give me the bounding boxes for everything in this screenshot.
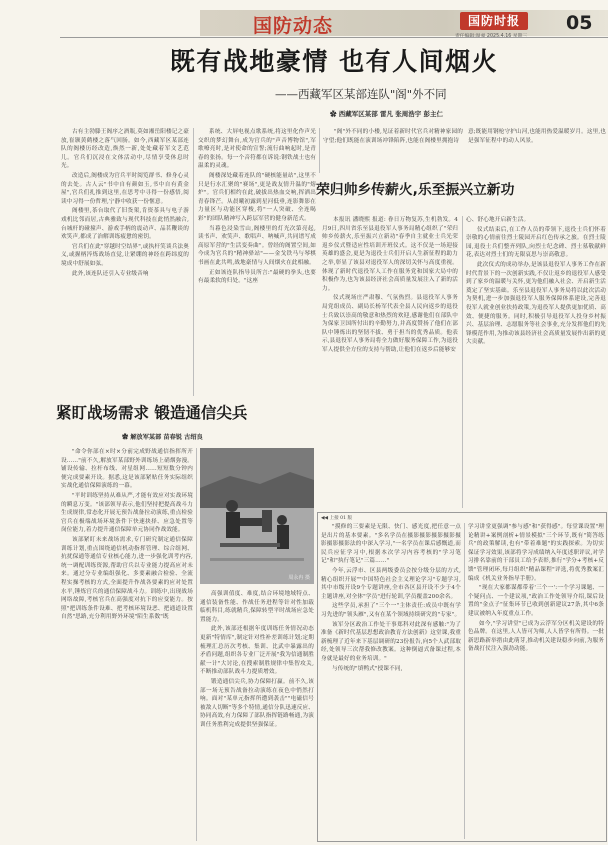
paragraph: 高强训值度、难度,结合环境地域特点、通信装备性能、作战任务进程等针对性加载临机科目,练就精兵,保障转型平时战场应急处置能力。 bbox=[200, 591, 314, 623]
paragraph: "摸修的三要素是无限、快门、感光度,把任意一点是出片的基本要素。"多名学员在摄影摄影摄影摄影摄影摄影摄影法的中深入学习,"一名学员在课后感慨道,而民兵应征学习中,根据本次学习内容考核的"学习笔记"和"执行笔记"三篇……" bbox=[321, 524, 461, 565]
main-article-column-3 bbox=[323, 128, 463, 174]
paragraph: 系统、大屏电视点歌系统,将这里化作声光交织的梦幻舞台,成为官兵的"声音博物馆",军歌嘹亮时,是对使命的宣誓;流行曲响起时,是青春的张扬。每一个音符都在诉说:钢铁战士也有温柔的灵魂。 bbox=[198, 129, 316, 170]
paragraph: 此外,该连队还引入专业级音响 bbox=[72, 270, 149, 277]
photo-credit: 周永冉 摄 bbox=[288, 575, 310, 581]
paragraph: 当暮色浸染雪山,阁楼里的灯光次第亮起,读书声、欢笑声、歌唱声、呐喊声,共同谱写成高原军营的"生活变奏曲"。曾经的阁置空间,如今成为官兵的"精神驿站"——金戈铁马与琴棋书画在此共鸣,战地豪情与人间烟火在此相融。 bbox=[198, 225, 316, 266]
column-divider bbox=[462, 216, 463, 508]
paragraph: 仪式结束后,在工作人员的带领下,退役士兵们怀着崇敬的心情前往烈士陵园开启红色传承之旅。在烈士陵园,退役士兵们整齐列队,向烈士纪念碑、烈士墓敬献鲜花,表达对烈士们的无限哀思与崇高敬意。 bbox=[466, 226, 606, 259]
continued-from-label: ◀◀ 上接 01 版 bbox=[321, 516, 353, 521]
paragraph: 今年,云浮市、区县两级委员会按分级分层的方式,精心组织开展""中国特色社会主义理论学习"专题学习,其中市级开设9个专题讲座,全市各区县开设不少于4个主题讲座,对全体"学员"进行轮训,学员覆盖200余名。 bbox=[321, 567, 461, 600]
main-byline: ✿ 西藏军区某部 雷凡 张周浩宇 彭主仁 bbox=[330, 110, 444, 118]
paragraph: "命令你部在×时×分前完成野战通信指挥所开设……"前不久,解放军某部野外训练场上硝烟弥漫。铺设传输、拉杆布线、对星组网……短短数分钟内便完成要素开设。据悉,这是该部紧贴任务实际组织实战化通信保障演练的一幕。 bbox=[61, 449, 193, 490]
training-photo bbox=[200, 448, 314, 584]
paragraph: 学习讲堂更强调"参与感"和"获得感"。每堂课设置"理论精讲+案例剖析+情景模拟"三个环节,既有"简答练兵"的政策解读,也有"带着难题"的实践探索。为切实保证学习效果,该部将学习成绩纳入年度述职评议,对学习排名靠前的干部员工给予表彰,推行"学分+考核+反馈"管理闭环,每月组织"精品课程"评选,将优秀教案汇编成《机关业务指导手册》。 bbox=[468, 524, 604, 582]
paragraph: 官兵们在此"穿越时空结界",或执杆笑谈兵法奥义,或握柄淬炼战场直觉,让紧绷的神经在跨纬度的境成中舒展如弦。 bbox=[61, 243, 189, 267]
article2-headline: 荣归帅乡传薪火,乐至振兴立新功 bbox=[316, 182, 515, 198]
main-article-column-2 bbox=[198, 128, 316, 396]
column-divider bbox=[319, 128, 320, 173]
sidebar-column-2 bbox=[468, 523, 604, 839]
paragraph: "阁"外不同的小楼,见证着新时代官兵对精神家园的守望;他们既能在演训场冲锋陷阵,也能在阁楼里拥抱诗 bbox=[323, 129, 463, 144]
paragraph: 锻造通信尖兵,协力保障打赢。前不久,该部一场无预告战备拉动演练在夜色中悄然打响。面对"某单元指挥所遭到袭击""电磁信号被敌人切断"等多个特情,通信分队迅速反应、协同高效,有力保障了部队指挥链路畅通,为演训任务胜利完成提供坚强保证。 bbox=[200, 678, 314, 728]
header-divider bbox=[60, 37, 608, 38]
column-divider bbox=[193, 128, 194, 396]
paragraph: 该部紧盯未来战场需求,专门研究制定通信保障训练计划,重点围绕通信机动指挥管理、综合组网、抗扰保通等通信专业核心能力,进一步强化训考内容,统一调配训练资源,帮助官兵以专业能力提高应对未来。通过分专业编组强化、多要素融合检验、全流程实操考核的方式,全面提升作战各要素的应对处置水平,锤炼官兵的通信保障战斗力。训练中,出现战场网络故障,考核官兵在高强度对抗下的应变能力。按照"把训练条件设难、把考核环境设恶、把通道设置自然"思路,充分利用野外环境"陌生系数"既 bbox=[61, 536, 193, 621]
main-article-column-1 bbox=[61, 128, 189, 396]
section-title: 国防动态 bbox=[253, 15, 334, 37]
paragraph: "平时训练坚持从难从严,才能有效应对实战环境的瞬息万变。"该部领导表示,他们坚持把提高战斗力生成规律,常态化开展无预告战备拉动演练,重点检验官兵在极端战场环境条件下快速抉择、应急处置等岗位能力,着力提升通信保障单元协同作战效能。 bbox=[61, 492, 193, 534]
paragraph: 与传统的"填鸭式"授课不同, bbox=[332, 665, 403, 672]
column-divider bbox=[464, 523, 465, 839]
main-article-column-4 bbox=[468, 128, 606, 174]
article3-column-2 bbox=[200, 590, 314, 842]
page-number: 05 bbox=[566, 12, 593, 34]
paragraph: 此外,该部还根据年度训练任务情况动态更新"特情库",制定针对性补差训练计划;定期梳理汇总历次考核、集训、比武中暴露出的矛盾问题,组织各专业厂泛开展"我为信通制胜献一计"大讨论,在搜索制胜规律中集智攻关,不断推动部队战斗力提质增效。 bbox=[200, 626, 314, 676]
paragraph: 改造后,阁楼成为官兵平时阅览群书、修身心灵的去处。古人云"书中自有颜如玉,书中自有黄金屋",官兵们扎推到这里,在思考中寻得一份感悟,阅读中习得一份哲理,宁静中收获一份惬意。 bbox=[61, 172, 189, 205]
column-divider bbox=[196, 448, 197, 841]
paragraph: "现在大家都谋都带着'三个一':一个学习课题、一个疑问点、一个建议项,"政治工作处领导介绍,课后设置的"金点子"征集环节已收到创新建议27条,其中6条建议被纳入年度重点工作。 bbox=[468, 585, 604, 617]
paragraph: 正如该连队指导员所言:"最硬的拳头,也要有最柔软的归处。"这座 bbox=[198, 269, 316, 285]
article3-headline: 紧盯战场需求 锻造通信尖兵 bbox=[56, 404, 248, 422]
paragraph: 该军分区政治工作处干事郑科对此深有感触:"为了准备《新时代基层思想政治教育方法创新》这堂课,我重新梳理了近年来下基层调研的23份报告,向5个人武部取经,处领导三次帮我修改教案。这种倒逼式备课过程,本身就是最好的业务培训。" bbox=[321, 621, 461, 662]
paragraph: 本报讯 潘晓熙 报道: 眷日万物复苏,生机勃发。4月9日,四川省乐至县退役军人事务局精心组织了"荣归帅乡传薪火,乐至振兴立新功"春季自主就业士兵光荣返乡仪式暨适应性培训开班仪式。这不仅是一场迎接英雄的盛会,更是为退役士兵们开启人生新征程的助力之举,彰显了该县对退役军人的深切关怀与高度重视。体现了新时代退役军人工作在服务党和国家大局中的积极作为,也为该县经济社会高质量发展注入了新的活力。 bbox=[322, 217, 458, 292]
paragraph: 意;既能用钢枪守护山河,也能用热爱温暖岁月。这里,也是强军征程中的动人风景。 bbox=[468, 129, 606, 144]
sidebar-column-1 bbox=[321, 523, 461, 839]
paragraph: 阁楼深处藏着连队的"硬核能量站",这里不只是行水汇聚的"赛场",更是战友情升温的"熔炉"。官兵们相约在此,破拔出热血交响,挥洒出青春锋芒。从晨曦初露到星河低垂,连影舞影在力量区与功能区穿梭,将"一人突破、全连喝彩"的团队精神写入跨层军营的健身新范式。 bbox=[198, 172, 316, 222]
paragraph: 古有主勃滕王阁序之酒瓶,莫如湘岳阳楼记之豪放,崔颢黄鹤楼之落气回肠。如今,西藏军区某部连队的阁楼历经改造,焕然一新,处处藏着军文艺范儿。官兵们沉浸在文体活动中,尽情享受休息时光。 bbox=[61, 129, 189, 170]
paragraph: 心、舒心地开启新生活。 bbox=[466, 217, 530, 223]
paragraph: 这些学员,承担了"三个一"主体责任:成员中既有学习先进的"领头雁",又有在某个领域持续研究的"专家"。 bbox=[321, 603, 461, 618]
paragraph: 阁楼里,茶台取代了旧货架,肯资茶具与电子游戏机比邻而居,古典雅致与现代科技在此悄然融合,台城杆的碰撞声、游戏手柄的震动声、品茗鞭谈的欢笑声,都成了治解训练疲惫的密钥。 bbox=[61, 208, 189, 241]
article3-column-1 bbox=[61, 448, 193, 841]
main-headline: 既有战地豪情 也有人间烟火 bbox=[169, 47, 499, 76]
paragraph: 如今,"学习讲堂"已成为云浮军分区机关建设的特色品牌。在这里,人人皆可为师,人人皆学有所得。一批新思路新举措由此萌芽,推动机关建设稳步向前,为服务备战打仗注入强劲动能。 bbox=[468, 620, 604, 653]
article3-byline: ✿ 解放军某部 苗春锐 古绍良 bbox=[122, 434, 203, 441]
main-subtitle: ——西藏军区某部连队"阁"外不同 bbox=[275, 87, 447, 101]
paragraph: 仪式现场庄严肃穆、气氛热烈。县退役军人事务局党组成员、副局长杨军代表全县人民向返乡的退役士兵致以崇高的敬意和热烈的欢迎,感谢他们在部队中为保家卫国所付出的辛勤努力,并高度赞扬了他们在部队中锤炼出的坚韧不拔、勇于担当的优秀品质。他表示,县退役军人事务局将全力做好服务保障工作,为退役军人提供全方位的支持与帮助,让他们在返乡后能够安 bbox=[322, 295, 458, 353]
article2-column-2 bbox=[466, 216, 606, 508]
newspaper-logo: 国防时报 bbox=[460, 12, 528, 30]
article2-column-1 bbox=[322, 216, 458, 508]
paragraph: 此次仪式的成功举办,是该县退役军人事务工作在新时代背景下的一次创新实践,不仅让返乡的退役军人感受到了家乡的温暖与关怀,更为他们融入社会、开启新生活奠定了坚实基础。乐至县退役军人事务局将以此次活动为契机,进一步加强退役军人服务保障体系建设,完善退役军人就业创业扶持政策,为退役军人提供更加优质、高效、便捷的服务。同时,积极引导退役军人投身乡村振兴、基层治理、志愿服务等社会事业,充分发挥他们的先锋模范作用,为推动该县经济社会高质量发展作出新的更大贡献。 bbox=[466, 261, 606, 346]
photo-scene bbox=[200, 448, 314, 584]
